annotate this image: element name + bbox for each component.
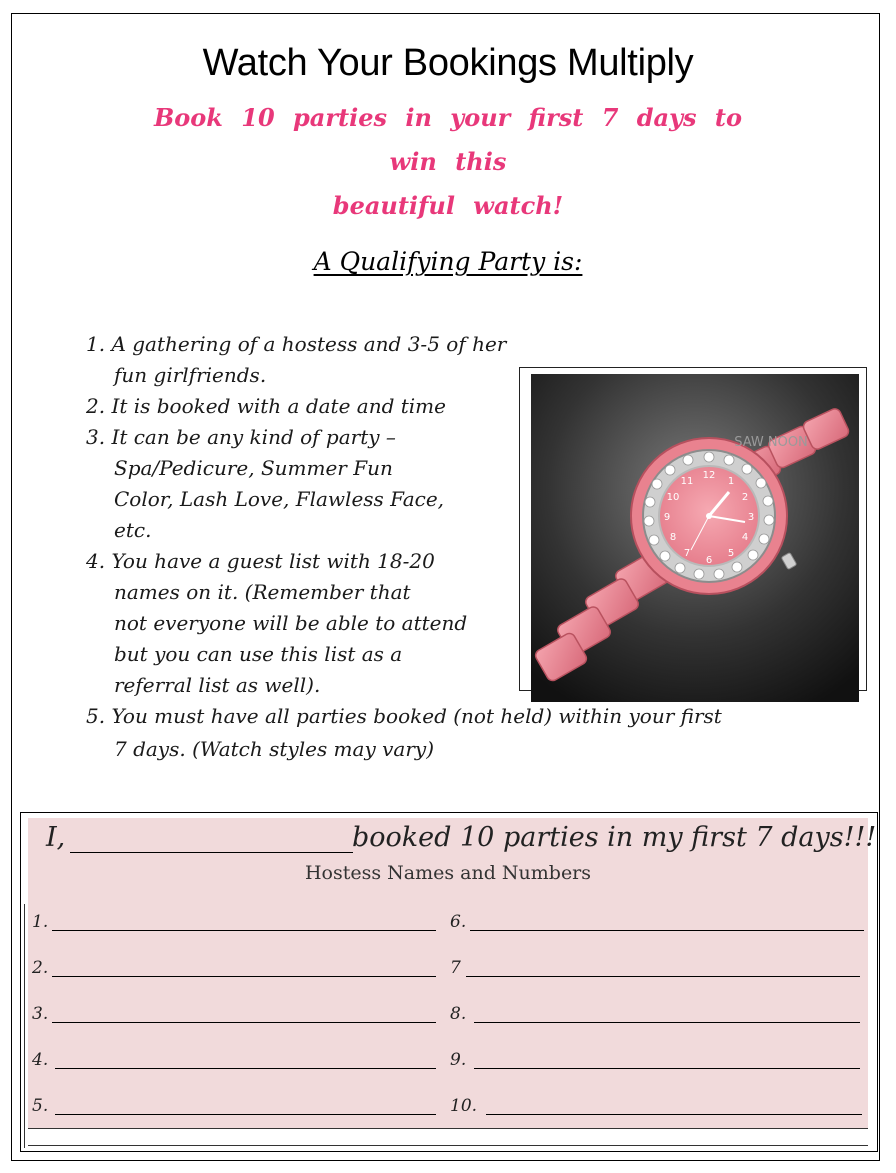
list-item: but you can use this list as a xyxy=(114,642,403,666)
list-item: 2. It is booked with a date and time xyxy=(86,394,446,418)
svg-text:3: 3 xyxy=(747,512,755,523)
svg-text:10: 10 xyxy=(666,492,680,503)
hostess-line[interactable] xyxy=(486,1114,862,1115)
list-item: 1. A gathering of a hostess and 3-5 of her xyxy=(86,332,507,356)
qualifying-heading-text: A Qualifying Party is: xyxy=(313,247,583,276)
svg-text:5: 5 xyxy=(727,548,735,559)
hostess-line[interactable] xyxy=(466,976,860,977)
entry-number: 6. xyxy=(450,912,467,932)
hostess-line[interactable] xyxy=(55,1068,436,1069)
list-item: 4. You have a guest list with 18-20 xyxy=(86,549,435,573)
watermark-text: SAW NOON xyxy=(734,435,808,450)
entry-number: 3. xyxy=(32,1004,49,1024)
name-blank-line[interactable] xyxy=(70,852,353,853)
list-item: Color, Lash Love, Flawless Face, xyxy=(114,487,445,511)
hostess-line[interactable] xyxy=(52,976,436,977)
entry-number: 1. xyxy=(32,912,49,932)
svg-text:11: 11 xyxy=(680,476,694,487)
subtitle-line-2: beautiful watch! xyxy=(332,191,564,220)
svg-text:2: 2 xyxy=(741,492,749,503)
svg-text:9: 9 xyxy=(663,512,671,523)
hostess-line[interactable] xyxy=(52,930,436,931)
form-left-rule xyxy=(24,904,25,1148)
entry-number: 10. xyxy=(450,1096,478,1116)
qualifying-heading xyxy=(0,247,896,276)
entry-number: 8. xyxy=(450,1004,467,1024)
statement-suffix: booked 10 parties in my first 7 days!!! xyxy=(352,822,877,853)
entry-number: 5. xyxy=(32,1096,49,1116)
form-divider xyxy=(28,1145,868,1146)
hostess-line[interactable] xyxy=(474,1068,860,1069)
contest-subtitle xyxy=(150,96,746,228)
list-item: etc. xyxy=(114,518,152,542)
svg-text:8: 8 xyxy=(669,532,677,543)
list-item: Spa/Pedicure, Summer Fun xyxy=(114,456,393,480)
svg-text:4: 4 xyxy=(741,532,749,543)
list-item: not everyone will be able to attend xyxy=(114,611,468,635)
list-item: names on it. (Remember that xyxy=(114,580,411,604)
svg-text:6: 6 xyxy=(705,555,713,566)
hostess-subheading: Hostess Names and Numbers xyxy=(304,862,592,884)
list-item: 5. You must have all parties booked (not held) within your first xyxy=(86,704,722,728)
entry-number: 7 xyxy=(450,958,461,978)
list-item: 3. It can be any kind of party – xyxy=(86,425,396,449)
list-item: 7 days. (Watch styles may vary) xyxy=(114,737,434,761)
entry-number: 2. xyxy=(32,958,49,978)
list-item: referral list as well). xyxy=(114,673,321,697)
form-divider xyxy=(28,1128,868,1129)
hostess-line[interactable] xyxy=(474,1022,860,1023)
subtitle-line-1: Book 10 parties in your first 7 days to win this xyxy=(153,103,743,176)
entry-number: 9. xyxy=(450,1050,467,1070)
hostess-line[interactable] xyxy=(470,930,864,931)
svg-text:12: 12 xyxy=(702,470,716,481)
svg-text:7: 7 xyxy=(683,548,691,559)
hostess-line[interactable] xyxy=(55,1114,436,1115)
entry-number: 4. xyxy=(32,1050,49,1070)
svg-text:1: 1 xyxy=(727,476,735,487)
page-title: Watch Your Bookings Multiply xyxy=(202,42,694,84)
hostess-line[interactable] xyxy=(52,1022,436,1023)
list-item: fun girlfriends. xyxy=(114,363,267,387)
statement-prefix: I, xyxy=(46,822,66,853)
pink-watch-image xyxy=(531,374,859,702)
